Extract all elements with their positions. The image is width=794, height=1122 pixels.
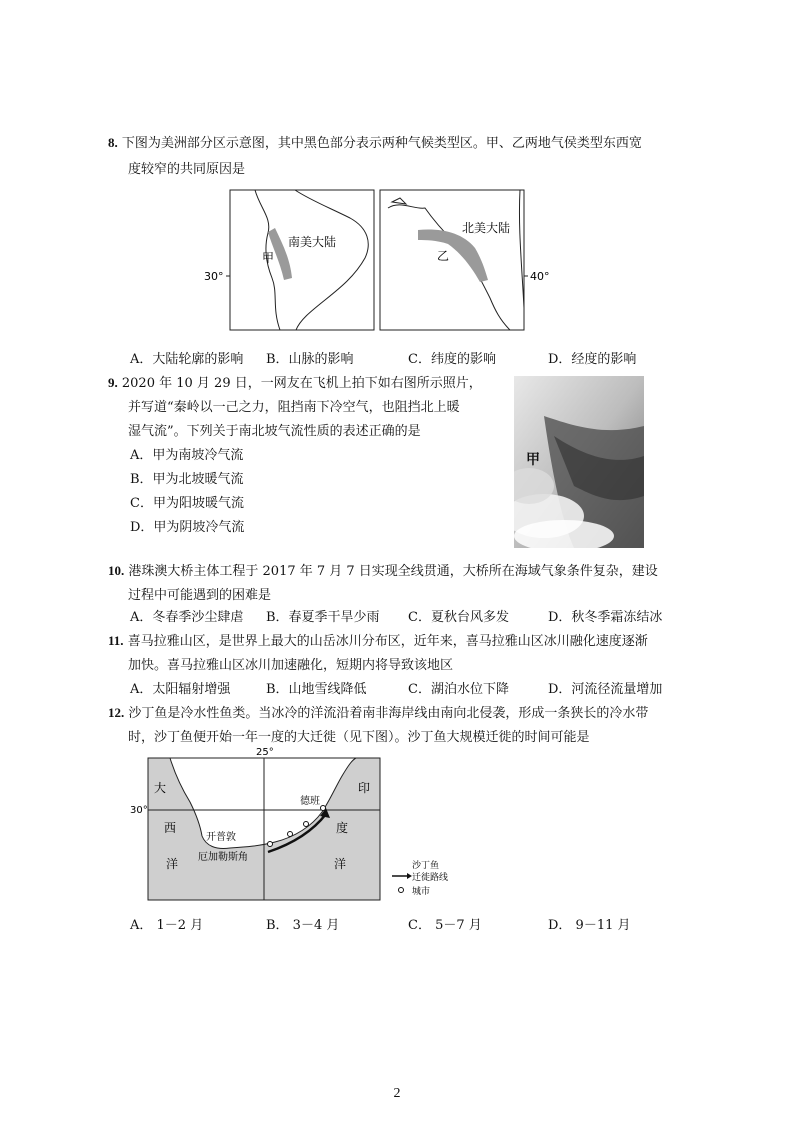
region-yi-shading	[418, 230, 488, 282]
q8-line2: 度较窄的共同原因是	[128, 162, 246, 177]
south-america-label: 南美大陆	[288, 235, 337, 249]
q9-option-a[interactable]: A．甲为南坡冷气流	[130, 448, 244, 463]
q9-number: 9.	[108, 375, 118, 390]
q9-option-c[interactable]: C．甲为阳坡暖气流	[130, 496, 244, 511]
city-dot-2	[304, 822, 309, 827]
q8-line1	[108, 132, 642, 151]
atlantic-char-2: 西	[164, 821, 177, 835]
atlantic-char-3: 洋	[166, 857, 179, 871]
q9-text1: 2020 年 10 月 29 日，一网友在飞机上拍下如右图所示照片，	[121, 376, 482, 391]
q12-text1: 沙丁鱼是冷水性鱼类。当冰冷的洋流沿着南非海岸线由南向北侵袭，形成一条狭长的冷水带	[128, 706, 649, 721]
south-america-east-coast	[295, 190, 368, 330]
q10-line2: 过程中可能遇到的困难是	[128, 588, 272, 603]
q11-line1	[108, 630, 648, 649]
north-america-label: 北美大陆	[462, 221, 511, 235]
q8-maps	[200, 188, 560, 338]
jia-label: 甲	[262, 251, 275, 265]
q11-option-a[interactable]: A．太阳辐射增强	[130, 682, 231, 697]
q10-option-a[interactable]: A．冬春季沙尘肆虐	[130, 610, 244, 625]
legend-city-dot	[399, 888, 404, 893]
q11-option-c[interactable]: C．湖泊水位下降	[408, 682, 509, 697]
q11-number: 11.	[108, 633, 124, 648]
q10-option-c[interactable]: C．夏秋台风多发	[408, 610, 509, 625]
q8-option-c[interactable]: C．纬度的影响	[408, 352, 496, 367]
lon-25-label: 25°	[256, 747, 274, 758]
cape-agulhas-label: 厄加勒斯角	[198, 852, 248, 863]
q8-text1: 下图为美洲部分区示意图，其中黑色部分表示两种气候类型区。甲、乙两地气侯类型东西宽	[121, 136, 642, 151]
durban-label: 德班	[300, 796, 320, 807]
south-america-map-frame	[230, 190, 374, 330]
q10-option-d[interactable]: D．秋冬季霜冻结冰	[548, 610, 663, 625]
south-africa-sardine-map	[130, 744, 450, 906]
q12-option-a[interactable]: A． 1－2 月	[130, 918, 204, 933]
q12-option-d[interactable]: D． 9－11 月	[548, 918, 631, 933]
durban-dot	[321, 806, 326, 811]
q9-option-d[interactable]: D．甲为阴坡冷气流	[130, 520, 245, 535]
lat-30s-label: 30°	[130, 805, 148, 816]
q11-option-d[interactable]: D．河流径流量增加	[548, 682, 663, 697]
q9-line1	[108, 372, 482, 391]
legend-city-label: 城市	[412, 887, 431, 897]
q12-option-c[interactable]: C． 5－7 月	[408, 918, 482, 933]
q8-option-b[interactable]: B．山脉的影响	[266, 352, 354, 367]
q10-number: 10.	[108, 563, 125, 578]
q9-option-b[interactable]: B．甲为北坡暖气流	[130, 472, 244, 487]
yi-label: 乙	[437, 249, 450, 263]
indian-char-3: 洋	[334, 857, 347, 871]
city-dot-4	[268, 842, 273, 847]
q10-option-b[interactable]: B．春夏季干旱少雨	[266, 610, 380, 625]
q12-line1	[108, 702, 648, 721]
city-dot-3	[288, 832, 293, 837]
photo-jia-label: 甲	[526, 452, 540, 468]
page-number: 2	[393, 1086, 401, 1101]
q10-text1: 港珠澳大桥主体工程于 2017 年 7 月 7 日实现全线贯通，大桥所在海域气象条件复杂，建设	[128, 564, 658, 579]
q9-line3: 湿气流”。下列关于南北坡气流性质的表述正确的是	[128, 424, 421, 439]
q12-line2: 时，沙丁鱼便开始一年一度的大迁徙（见下图）。沙丁鱼大规模迁徙的时间可能是	[128, 730, 590, 745]
q12-number: 12.	[108, 705, 125, 720]
q11-line2: 加快。喜马拉雅山区冰川加速融化，短期内将导致该地区	[128, 658, 454, 673]
north-america-map-frame	[380, 190, 524, 330]
q11-text1: 喜马拉雅山区，是世界上最大的山岳冰川分布区，近年来，喜马拉雅山区冰川融化速度逐渐	[127, 634, 648, 649]
legend-route-label-1: 沙丁鱼	[412, 861, 440, 871]
indian-char-2: 度	[336, 821, 349, 835]
q11-option-b[interactable]: B．山地雪线降低	[266, 682, 367, 697]
q8-number: 8.	[108, 135, 118, 150]
capetown-label: 开普敦	[206, 832, 236, 843]
qinling-aerial-photo	[514, 376, 644, 548]
legend-route-label-2: 迁徙路线	[412, 873, 449, 883]
indian-char-1: 印	[358, 781, 371, 795]
lat-30-label: 30°	[204, 270, 224, 283]
q8-option-a[interactable]: A．大陆轮廓的影响	[130, 352, 244, 367]
q10-line1	[108, 560, 658, 579]
q9-line2: 并写道“秦岭以一己之力，阻挡南下冷空气，也阻挡北上暖	[128, 400, 460, 415]
q8-option-d[interactable]: D．经度的影响	[548, 352, 637, 367]
q12-option-b[interactable]: B． 3－4 月	[266, 918, 340, 933]
atlantic-char-1: 大	[154, 781, 167, 795]
lat-40-label: 40°	[530, 270, 550, 283]
